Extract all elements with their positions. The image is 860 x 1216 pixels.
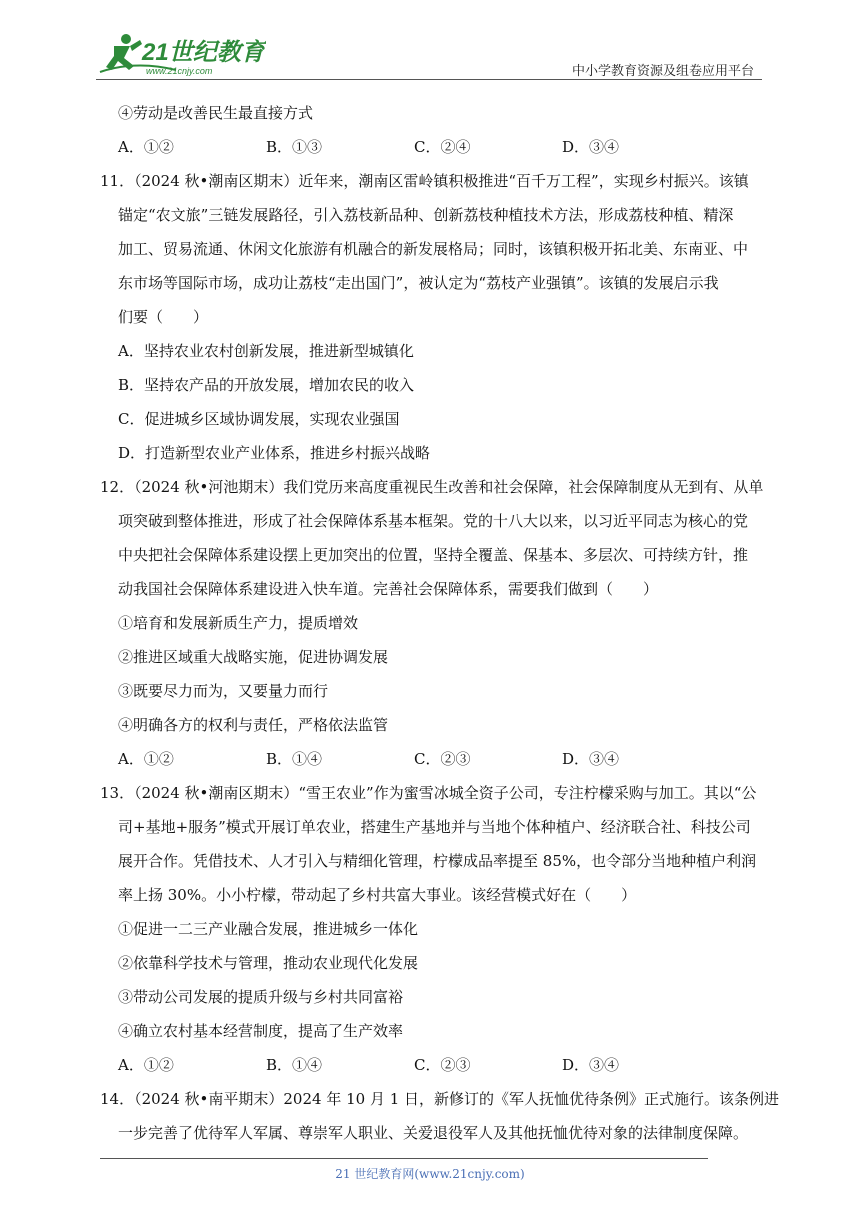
text-line: ①促进一二三产业融合发展，推进城乡一体化 bbox=[118, 920, 419, 938]
option-item: D．③④ bbox=[562, 1056, 620, 1074]
logo-main-text: 21世纪教育 bbox=[142, 39, 265, 66]
text-line: 14．（2024 秋•南平期末）2024 年 10 月 1 日，新修订的《军人抚恤优待条例》正式施行。该条例进 bbox=[100, 1090, 780, 1108]
option-item: B．①③ bbox=[266, 138, 323, 156]
page-footer: 21 世纪教育网(www.21cnjy.com) bbox=[335, 1167, 525, 1181]
text-line: C．促进城乡区域协调发展，实现农业强国 bbox=[118, 410, 400, 428]
options-row bbox=[100, 742, 768, 776]
text-line: 司+基地+服务”模式开展订单农业，搭建生产基地并与当地个体种植户、经济联合社、科技公司 bbox=[118, 818, 751, 836]
text-line: 一步完善了优待军人军属、尊崇军人职业、关爱退役军人及其他抚恤优待对象的法律制度保障。 bbox=[118, 1124, 749, 1142]
text-line: 11．（2024 秋•潮南区期末）近年来，潮南区雷岭镇积极推进“百千万工程”，实现乡村振兴。该镇 bbox=[100, 172, 749, 190]
option-item: A．①② bbox=[118, 1056, 174, 1074]
text-line: 率上扬 30%。小小柠檬，带动起了乡村共富大事业。该经营模式好在（ ） bbox=[118, 886, 637, 904]
text-line: ①培育和发展新质生产力，提质增效 bbox=[118, 614, 359, 632]
options-row bbox=[100, 1048, 768, 1082]
option-item: A．①② bbox=[118, 750, 174, 768]
header-divider bbox=[96, 79, 762, 80]
text-line: ②依靠科学技术与管理，推动农业现代化发展 bbox=[118, 954, 419, 972]
text-line: ④劳动是改善民生最直接方式 bbox=[118, 104, 314, 122]
text-line: B．坚持农产品的开放发展，增加农民的收入 bbox=[118, 376, 415, 394]
text-line: 加工、贸易流通、休闲文化旅游有机融合的新发展格局；同时，该镇积极开拓北美、东南亚、中 bbox=[118, 240, 749, 258]
text-line: 展开合作。凭借技术、人才引入与精细化管理，柠檬成品率提至 85%，也令部分当地种植户利润 bbox=[118, 852, 757, 870]
option-item: C．②③ bbox=[414, 750, 471, 768]
text-line: A．坚持农业农村创新发展，推进新型城镇化 bbox=[118, 342, 414, 360]
option-item: C．②④ bbox=[414, 138, 471, 156]
logo-runner-icon bbox=[96, 30, 266, 78]
text-line: 动我国社会保障体系建设进入快车道。完善社会保障体系，需要我们做到（ ） bbox=[118, 580, 659, 598]
question-content bbox=[100, 96, 780, 1150]
option-item: A．①② bbox=[118, 138, 174, 156]
footer-divider bbox=[100, 1158, 708, 1159]
options-row bbox=[100, 130, 768, 164]
text-line: ④明确各方的权利与责任，严格依法监管 bbox=[118, 716, 389, 734]
page-header bbox=[96, 30, 766, 82]
text-line: 中央把社会保障体系建设摆上更加突出的位置，坚持全覆盖、保基本、多层次、可持续方针，推 bbox=[118, 546, 749, 564]
text-line: 12．（2024 秋•河池期末）我们党历来高度重视民生改善和社会保障，社会保障制度从无到有、从单 bbox=[100, 478, 764, 496]
text-line: ④确立农村基本经营制度，提高了生产效率 bbox=[118, 1022, 404, 1040]
option-item: C．②③ bbox=[414, 1056, 471, 1074]
option-item: B．①④ bbox=[266, 1056, 323, 1074]
text-line: ③既要尽力而为，又要量力而行 bbox=[118, 682, 329, 700]
option-item: B．①④ bbox=[266, 750, 323, 768]
option-item: D．③④ bbox=[562, 138, 620, 156]
platform-name: 中小学教育资源及组卷应用平台 bbox=[571, 64, 754, 79]
option-item: D．③④ bbox=[562, 750, 620, 768]
text-line: 13．（2024 秋•潮南区期末）“雪王农业”作为蜜雪冰城全资子公司，专注柠檬采购与加工。其以“公 bbox=[100, 784, 757, 802]
text-line: ②推进区域重大战略实施，促进协调发展 bbox=[118, 648, 389, 666]
text-line: ③带动公司发展的提质升级与乡村共同富裕 bbox=[118, 988, 404, 1006]
text-line: 锚定“农文旅”三链发展路径，引入荔枝新品种、创新荔枝种植技术方法，形成荔枝种植、精深 bbox=[118, 206, 734, 224]
text-line: 项突破到整体推进，形成了社会保障体系基本框架。党的十八大以来，以习近平同志为核心的党 bbox=[118, 512, 749, 530]
text-line: D．打造新型农业产业体系，推进乡村振兴战略 bbox=[118, 444, 431, 462]
text-line: 们要（ ） bbox=[118, 308, 209, 326]
logo-url-text: www.21cnjy.com bbox=[146, 66, 213, 76]
text-line: 东市场等国际市场，成功让荔枝“走出国门”，被认定为“荔枝产业强镇”。该镇的发展启示我 bbox=[118, 274, 719, 292]
